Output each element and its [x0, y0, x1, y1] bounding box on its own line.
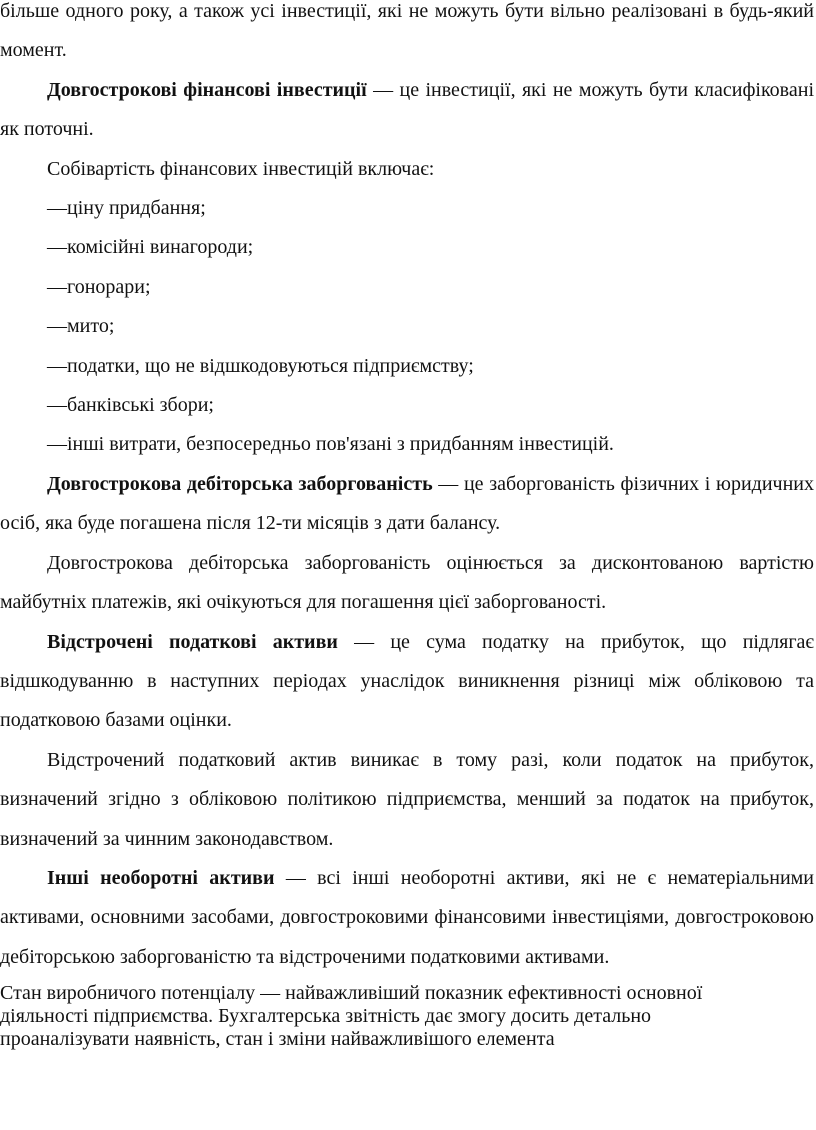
paragraph-continuation: більше одного року, а також усі інвестиції, які не можуть бути вільно реалізовані в будь-який момент.	[0, 0, 814, 62]
term-other-non-current-assets: Інші необоротні активи	[47, 866, 275, 889]
list-item: —мито;	[47, 315, 115, 338]
term-deferred-tax-assets: Відстрочені податкові активи	[47, 630, 338, 653]
paragraph-production-potential: Стан виробничого потенціалу — найважливіший показник ефективності основної діяльності підприємства. Бухгалтерська звітність дає змогу досить детально проаналізувати наявність, стан і зміни найважливішого елемента	[0, 982, 703, 1051]
list-item: —банківські збори;	[47, 394, 214, 417]
list-item: —комісійні винагороди;	[47, 236, 254, 259]
definition-long-term-financial-investments: — це інвестиції, які не можуть бути класифіковані як поточні.	[0, 78, 815, 141]
list-item: —ціну придбання;	[47, 197, 206, 220]
paragraph-receivables-valuation: Довгострокова дебіторська заборгованість оцінюється за дисконтованою вартістю майбутніх платежів, які очікуються для погашення цієї заборгованості.	[0, 551, 814, 614]
paragraph-cost-includes: Собівартість фінансових інвестицій включає:	[47, 157, 435, 180]
term-long-term-financial-investments: Довгострокові фінансові інвестиції	[47, 78, 367, 101]
paragraph-deferred-tax-asset-arises: Відстрочений податковий актив виникає в тому разі, коли податок на прибуток, визначений згідно з обліковою політикою підприємства, менший за податок на прибуток, визначений за чинним законодавством.	[0, 748, 814, 850]
term-long-term-receivables: Довгострокова дебіторська заборгованість	[47, 472, 433, 495]
list-item: —інші витрати, безпосередньо пов'язані з придбанням інвестицій.	[47, 433, 614, 456]
paragraph-long-term-receivables	[0, 465, 814, 544]
paragraph-deferred-tax-assets	[0, 623, 814, 741]
definition-other-non-current-assets: — всі інші необоротні активи, які не є нематеріальними активами, основними засобами, довгостроковими фінансовими інвестиціями, довгостроковою дебіторською заборгованістю та відстроченими податковими активами.	[0, 866, 815, 968]
definition-deferred-tax-assets: — це сума податку на прибуток, що підлягає відшкодуванню в наступних періодах унаслідок виникнення різниці між обліковою та податковою базами оцінки.	[0, 630, 814, 732]
list-item: —податки, що не відшкодовуються підприємству;	[47, 354, 474, 377]
paragraph-long-term-financial-investments	[0, 71, 814, 150]
paragraph-other-non-current-assets	[0, 859, 814, 977]
definition-long-term-receivables: — це заборгованість фізичних і юридичних осіб, яка буде погашена після 12-ти місяців з дати балансу.	[0, 472, 814, 535]
list-item: —гонорари;	[47, 275, 151, 298]
